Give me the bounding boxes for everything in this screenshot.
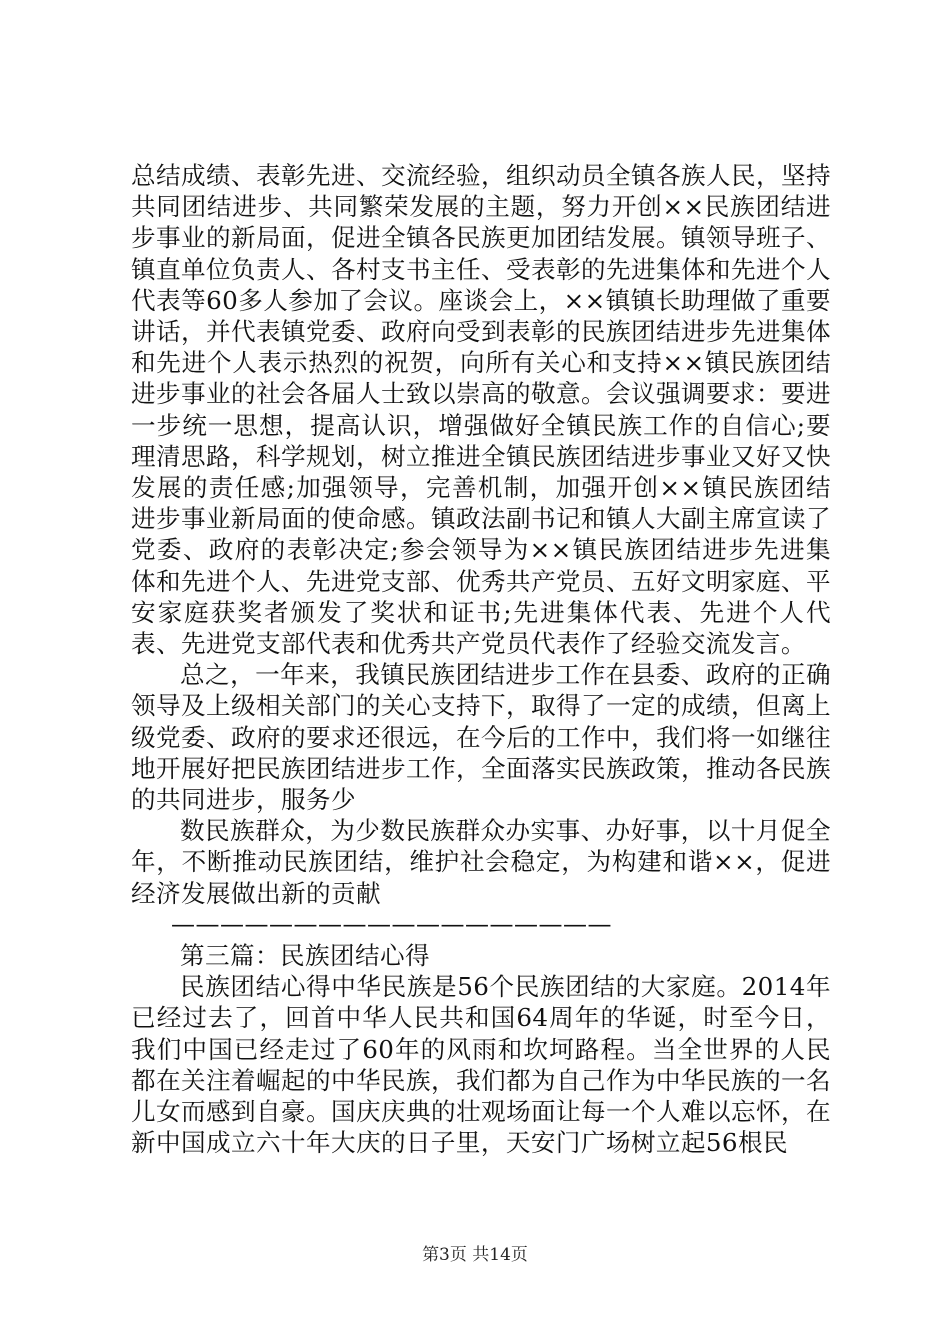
paragraph-conclusion: 总之，一年来，我镇民族团结进步工作在县委、政府的正确领导及上级相关部门的关心支持下，取得了一定的成绩，但离上级党委、政府的要求还很远，在今后的工作中，我们将一如继往地开展好把民族团结进步工作，全面落实民族政策，推动各民族的共同进步，服务少 [131, 660, 831, 815]
paragraph-summary-meeting: 总结成绩、表彰先进、交流经验，组织动员全镇各族人民，坚持共同团结进步、共同繁荣发展的主题，努力开创××民族团结进步事业的新局面，促进全镇各民族更加团结发展。镇领导班子、镇直单位负责人、各村支书主任、受表彰的先进集体和先进个人代表等60多人参加了会议。座谈会上，××镇镇长助理做了重要讲话，并代表镇党委、政府向受到表彰的民族团结进步先进集体和先进个人表示热烈的祝贺，向所有关心和支持××镇民族团结进步事业的社会各届人士致以崇高的敬意。会议强调要求：要进一步统一思想，提高认识，增强做好全镇民族工作的自信心;要理清思路，科学规划，树立推进全镇民族团结进步事业又好又快发展的责任感;加强领导，完善机制，加强开创××镇民族团结进步事业新局面的使命感。镇政法副书记和镇人大副主席宣读了党委、政府的表彰决定;参会领导为××镇民族团结进步先进集体和先进个人、先进党支部、优秀共产党员、五好文明家庭、平安家庭获奖者颁发了奖状和证书;先进集体代表、先进个人代表、先进党支部代表和优秀共产党员代表作了经验交流发言。 [131, 161, 831, 659]
page-number-footer: 第3页 共14页 [422, 1245, 528, 1265]
section-heading: 第三篇：民族团结心得 [180, 941, 430, 971]
paragraph-conclusion-continued: 数民族群众，为少数民族群众办实事、办好事，以十月促全年，不断推动民族团结，维护社会稳定，为构建和谐××，促进经济发展做出新的贡献 [131, 816, 831, 908]
section-divider: —————————————————— [171, 909, 612, 938]
document-body [131, 160, 831, 1159]
paragraph-ethnic-unity: 民族团结心得中华民族是56个民族团结的大家庭。2014年已经过去了，回首中华人民共和国64周年的华诞，时至今日，我们中国已经走过了60年的风雨和坎坷路程。当全世界的人民都在关注着崛起的中华民族，我们都为自己作为中华民族的一名儿女而感到自豪。国庆庆典的壮观场面让每一个人难以忘怀，在新中国成立六十年大庆的日子里，天安门广场树立起56根民 [131, 972, 831, 1158]
